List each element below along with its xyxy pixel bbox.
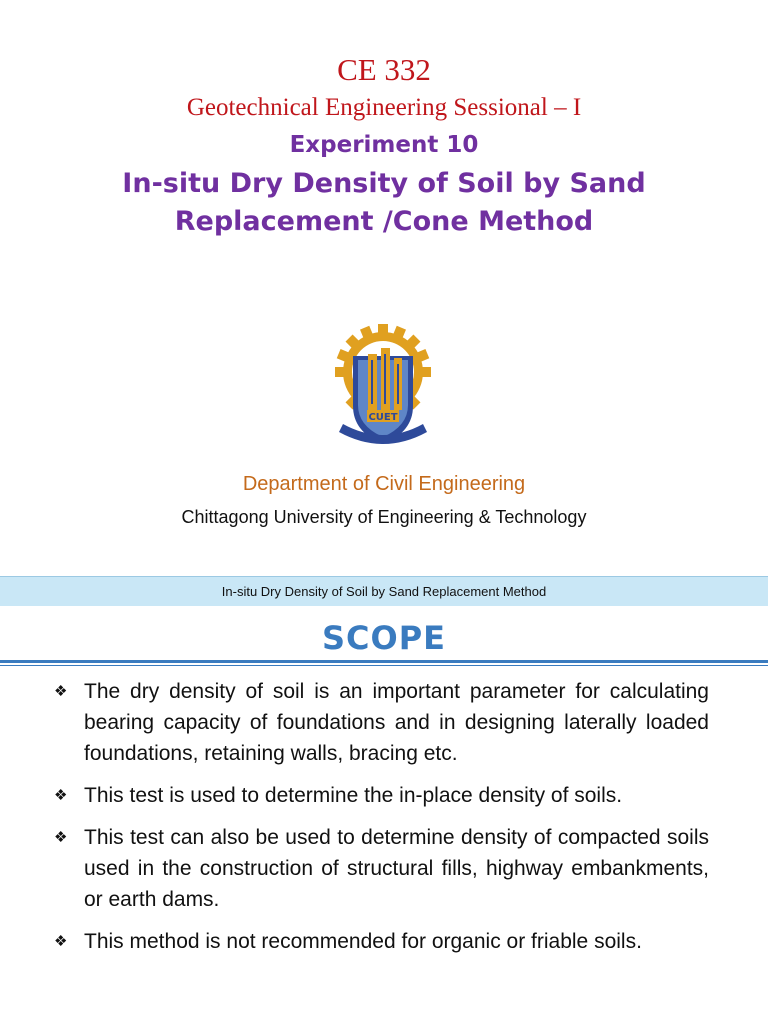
- scope-title: SCOPE: [321, 619, 447, 657]
- diamond-bullet-icon: ❖: [54, 829, 68, 846]
- bullet-text: This method is not recommended for organic or friable soils.: [84, 930, 642, 953]
- scope-bullet-list: [52, 676, 709, 968]
- cuet-logo-gear-icon: [331, 320, 435, 454]
- course-code: CE 332: [337, 52, 431, 87]
- diamond-bullet-icon: ❖: [54, 787, 68, 804]
- logo-text: CUET: [368, 412, 398, 423]
- bullet-text: This test is used to determine the in-place density of soils.: [84, 784, 623, 807]
- scope-slide: [0, 576, 768, 1024]
- title-underline-thick: [0, 660, 768, 663]
- course-name: Geotechnical Engineering Sessional – I: [186, 94, 582, 121]
- list-item: [52, 926, 709, 957]
- diamond-bullet-icon: ❖: [54, 933, 68, 950]
- list-item: [52, 822, 709, 915]
- slide-header: In-situ Dry Density of Soil by Sand Replacement Method: [0, 576, 768, 606]
- experiment-title-line-2: Replacement /Cone Method: [174, 206, 594, 237]
- list-item: [52, 676, 709, 769]
- experiment-title: [0, 165, 768, 241]
- list-item: [52, 780, 709, 811]
- title-underline-thin: [0, 665, 768, 666]
- university-name: Chittagong University of Engineering & Technology: [181, 507, 587, 527]
- diamond-bullet-icon: ❖: [54, 683, 68, 700]
- experiment-number: Experiment 10: [289, 132, 479, 158]
- department-name: Department of Civil Engineering: [242, 473, 526, 495]
- bullet-text: This test can also be used to determine density of compacted soils used in the construction of structural fills, highway embankments, or earth dams.: [84, 826, 709, 911]
- experiment-title-line-1: In-situ Dry Density of Soil by Sand: [122, 168, 646, 199]
- bullet-text: The dry density of soil is an important parameter for calculating bearing capacity of foundations and in designing laterally loaded foundations, retaining walls, bracing etc.: [84, 680, 709, 765]
